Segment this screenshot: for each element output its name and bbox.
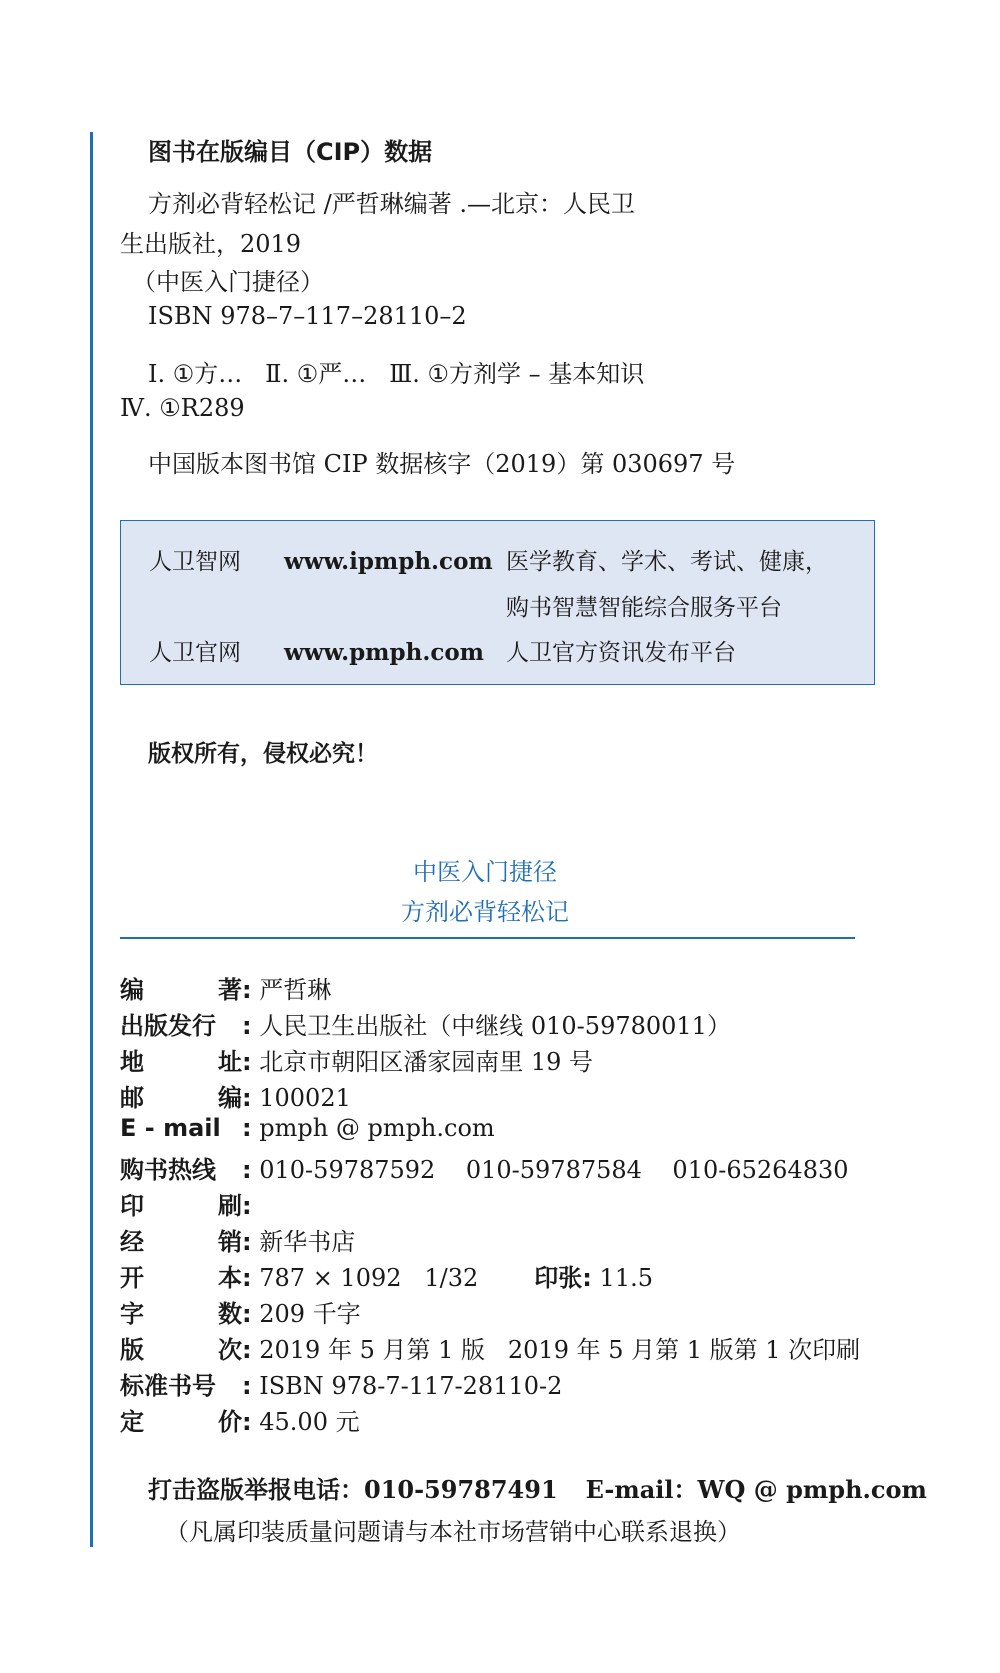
- imprint-value: 010-59787592 010-59787584 010-65264830: [259, 1156, 849, 1184]
- copyright-notice: 版权所有，侵权必究！: [148, 741, 378, 767]
- imprint-row-edition: 版 次 : 2019 年 5 月第 1 版 2019 年 5 月第 1 版第 1 次印刷: [120, 1330, 860, 1364]
- imprint-value: 人民卫生出版社（中继线 010-59780011）: [259, 1012, 731, 1040]
- sheets-label: 印张: [534, 1264, 583, 1292]
- imprint-value: 45.00 元: [259, 1408, 360, 1436]
- imprint-value: 209 千字: [259, 1300, 361, 1328]
- imprint-value: 北京市朝阳区潘家园南里 19 号: [259, 1048, 594, 1076]
- cip-line-3: （中医入门捷径）: [132, 268, 324, 296]
- divider-line: [120, 937, 855, 939]
- website-desc: 医学教育、学术、考试、健康，: [506, 549, 828, 575]
- imprint-row-hotline: 购书热线 : 010-59787592 010-59787584 010-65264830: [120, 1150, 849, 1184]
- book-title: 方剂必背轻松记: [401, 898, 569, 926]
- imprint-value: 2019 年 5 月第 1 版 2019 年 5 月第 1 版第 1 次印刷: [259, 1336, 861, 1364]
- imprint-label: 字 数: [120, 1300, 242, 1328]
- imprint-value: ISBN 978-7-117-28110-2: [259, 1372, 563, 1400]
- imprint-row-publisher: 出版发行 : 人民卫生出版社（中继线 010-59780011）: [120, 1006, 731, 1040]
- cip-heading: 图书在版编目（CIP）数据: [148, 138, 433, 166]
- imprint-row-wordcount: 字 数 : 209 千字: [120, 1294, 361, 1328]
- website-desc-2: 购书智慧智能综合服务平台: [506, 595, 782, 621]
- website-name: 人卫官网: [149, 640, 241, 666]
- website-row-ipmph-desc2: [149, 589, 782, 622]
- imprint-row-address: 地 址 : 北京市朝阳区潘家园南里 19 号: [120, 1042, 593, 1076]
- imprint-label: 版 次: [120, 1336, 242, 1364]
- series-title: 中医入门捷径: [413, 858, 557, 886]
- cip-line-4: ISBN 978–7–117–28110–2: [148, 302, 467, 330]
- imprint-value: 严哲琳: [259, 976, 332, 1004]
- cip-line-5: Ⅰ. ①方… Ⅱ. ①严… Ⅲ. ①方剂学 – 基本知识: [148, 360, 645, 388]
- imprint-row-author: 编 著 : 严哲琳: [120, 970, 331, 1004]
- imprint-row-price: 定 价 : 45.00 元: [120, 1402, 360, 1436]
- cip-line-1: 方剂必背轻松记 /严哲琳编著 .—北京：人民卫: [148, 190, 635, 218]
- imprint-row-isbn: 标准书号 : ISBN 978-7-117-28110-2: [120, 1366, 562, 1400]
- imprint-label: 购书热线: [120, 1156, 216, 1184]
- website-name: 人卫智网: [149, 549, 241, 575]
- imprint-row-distributor: 经 销 : 新华书店: [120, 1222, 355, 1256]
- imprint-label: 标准书号: [120, 1372, 216, 1400]
- left-accent-bar: [90, 132, 93, 1547]
- imprint-row-printer: 印 刷 :: [120, 1186, 259, 1220]
- report-email-link[interactable]: WQ @ pmph.com: [697, 1475, 927, 1504]
- imprint-row-postcode: 邮 编 : 100021: [120, 1078, 351, 1112]
- quality-notice: （凡属印装质量问题请与本社市场营销中心联系退换）: [165, 1518, 741, 1546]
- website-url-link[interactable]: www.ipmph.com: [284, 548, 493, 575]
- cip-line-6: Ⅳ. ①R289: [120, 394, 245, 422]
- imprint-label: 经 销: [120, 1228, 242, 1256]
- imprint-label: E - mail: [120, 1114, 221, 1142]
- imprint-value: 新华书店: [259, 1228, 356, 1256]
- imprint-row-format: 开 本 : 787 × 1092 1/32 印张: 11.5: [120, 1258, 653, 1292]
- website-desc: 人卫官方资讯发布平台: [506, 640, 736, 666]
- imprint-row-email: E - mail : pmph @ pmph.com: [120, 1114, 495, 1142]
- imprint-label: 出版发行: [120, 1012, 216, 1040]
- cip-line-7: 中国版本图书馆 CIP 数据核字（2019）第 030697 号: [148, 450, 736, 478]
- imprint-label: 印 刷: [120, 1192, 242, 1220]
- website-row-ipmph: [149, 543, 828, 576]
- imprint-label: 编 著: [120, 976, 242, 1004]
- imprint-label: 地 址: [120, 1048, 242, 1076]
- imprint-label: 定 价: [120, 1408, 242, 1436]
- sheets-value: 11.5: [599, 1264, 653, 1292]
- website-row-pmph: [149, 634, 736, 667]
- imprint-value: 787 × 1092 1/32: [259, 1264, 479, 1292]
- imprint-label: 邮 编: [120, 1084, 242, 1112]
- cip-line-2: 生出版社，2019: [120, 230, 302, 258]
- imprint-value: 100021: [259, 1084, 351, 1112]
- report-phone: 010-59787491: [364, 1475, 558, 1504]
- piracy-report-line: [148, 1470, 927, 1505]
- imprint-label: 开 本: [120, 1264, 242, 1292]
- website-info-box: [120, 520, 875, 685]
- report-label: 打击盗版举报电话：: [148, 1476, 364, 1504]
- report-email-label: E-mail：: [585, 1475, 698, 1504]
- email-link[interactable]: pmph @ pmph.com: [259, 1114, 495, 1142]
- website-url-link[interactable]: www.pmph.com: [284, 639, 485, 666]
